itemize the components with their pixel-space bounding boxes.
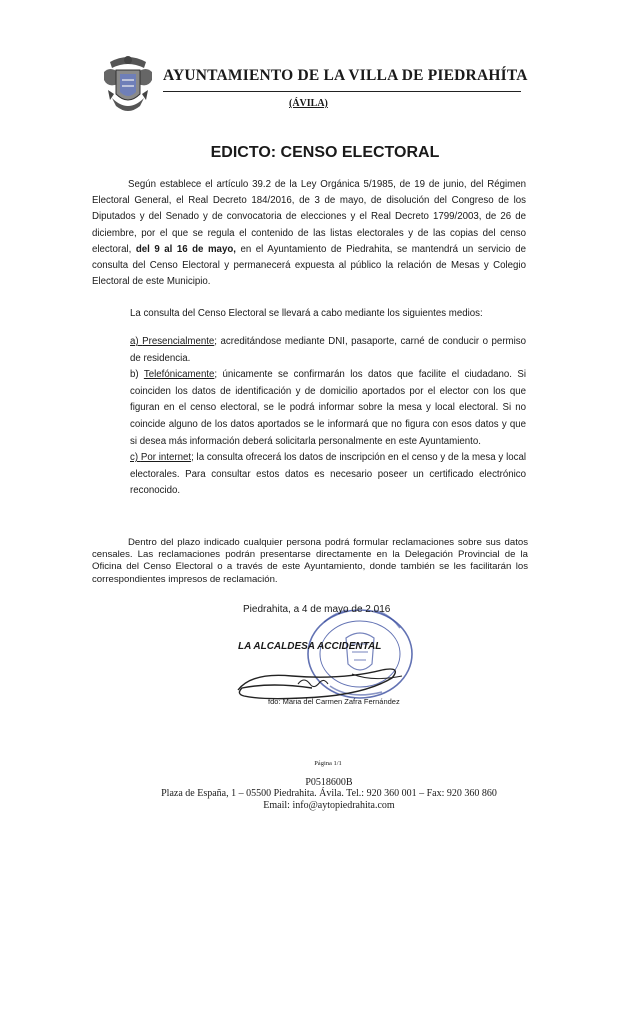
means-text: ; únicamente se confirmarán los datos que facilite el ciudadano. Si coinciden los datos de identificación y de domicilio aportados por el elector con los que figuran en el censo electoral, se le podrá informar sobre la mesa y local electoral. Si no coincide alguno de los datos aportados se le informará que no figura con esos datos y que si desea más información deberá solicitarla personalmente en este Ayuntamiento.	[130, 369, 526, 447]
means-label: Por internet	[140, 452, 192, 464]
list-item	[130, 334, 526, 367]
footer-email: Email: info@aytopiedrahita.com	[263, 800, 395, 811]
signatory-role: LA ALCALDESA ACCIDENTAL	[238, 641, 382, 652]
header-divider	[163, 91, 521, 92]
footer-code: P0518600B	[305, 777, 353, 788]
claims-paragraph: Dentro del plazo indicado cualquier persona podrá formular reclamaciones sobre sus datos censales. Las reclamaciones podrán presentarse directamente en la Delegación Provincial de la Oficina del Censo Electoral o a través de este Ayuntamiento, donde también se les facilitarán los correspondientes impresos de reclamación.	[92, 537, 528, 585]
page-number: Página 1/1	[314, 760, 342, 767]
means-label: Telefónicamente	[143, 369, 215, 381]
intro-text-start: Según establece el artículo 39.2 de la Ley Orgánica 5/1985, de 19 de junio, del Régimen Electoral General, el Real Decreto 184/2016, de 3 de mayo, de disolución del Congreso de los Diputados y del Senado y de convocatoria de elecciones y el Real Decreto 1799/2003, de 26 de diciembre, por el que se regula el contenido de las listas electorales y de las copias del censo electoral,	[92, 179, 526, 255]
means-intro: La consulta del Censo Electoral se llevará a cabo mediante los siguientes medios:	[130, 308, 483, 319]
list-item	[130, 450, 526, 500]
means-label: Presencialmente	[142, 336, 215, 347]
means-list	[130, 334, 526, 500]
means-prefix: a)	[130, 336, 143, 347]
list-item	[130, 367, 526, 450]
intro-paragraph	[92, 177, 526, 290]
means-prefix: b)	[130, 369, 144, 381]
intro-date-range: del 9 al 16 de mayo,	[135, 243, 236, 255]
municipality-title: AYUNTAMIENTO DE LA VILLA DE PIEDRAHÍTA	[163, 67, 528, 84]
place-and-date: Piedrahita, a 4 de mayo de 2.016	[243, 604, 391, 615]
coat-of-arms-icon	[100, 54, 156, 118]
means-text: ; la consulta ofrecerá los datos de inscripción en el censo y de la mesa y local electorales. Para consultar estos datos es necesario poseer un certificado electrónico reconocido.	[130, 452, 526, 497]
means-text: ; acreditándose mediante DNI, pasaporte, carné de conducir o permiso de residencia.	[130, 336, 526, 364]
province-subtitle: (ÁVILA)	[289, 98, 328, 109]
means-prefix: c)	[130, 452, 141, 464]
signed-by: fdo: Maria del Carmen Zafra Fernández	[268, 697, 400, 706]
footer-address: Plaza de España, 1 – 05500 Piedrahita. Ávila. Tel.: 920 360 001 – Fax: 920 360 860	[161, 788, 497, 799]
intro-text-end: en el Ayuntamiento de Piedrahita, se mantendrá un servicio de consulta del Censo Electoral y permanecerá expuesta al público la relación de Mesas y Colegio Electoral de este Municipio.	[92, 243, 526, 288]
edict-title: EDICTO: CENSO ELECTORAL	[210, 144, 440, 161]
